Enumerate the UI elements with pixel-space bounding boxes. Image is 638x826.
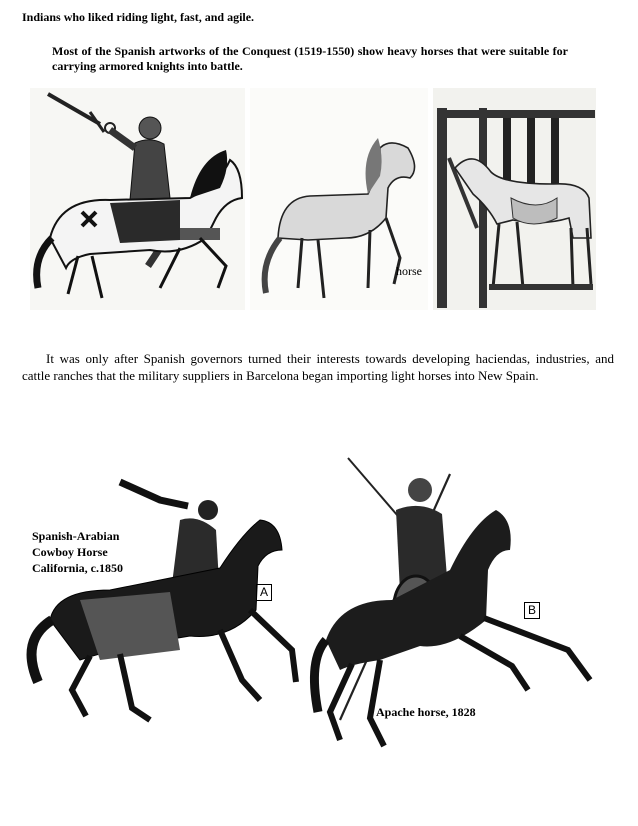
horse-caption-label: horse bbox=[396, 264, 422, 278]
figure-a-caption bbox=[32, 528, 123, 576]
figure-b-letter: B bbox=[524, 602, 540, 619]
horse-sling-image bbox=[433, 88, 596, 310]
riders-illustration bbox=[20, 450, 618, 770]
figure-a-letter: A bbox=[256, 584, 272, 601]
figure-a-caption-line-3: California, c.1850 bbox=[32, 561, 123, 575]
figure-a-caption-line-2: Cowboy Horse bbox=[32, 545, 108, 559]
conquest-artworks-strip bbox=[30, 88, 596, 310]
figure-a-cowboy-horse bbox=[20, 450, 320, 750]
figure-a-caption-line-1: Spanish-Arabian bbox=[32, 529, 120, 543]
horse-sketch-image bbox=[250, 88, 428, 310]
figure-b-caption: Apache horse, 1828 bbox=[376, 705, 476, 719]
body-paragraph: It was only after Spanish governors turned their interests towards developing haciendas, industries, and cattle ranches that the military suppliers in Barcelona began importing light horses into New Spain. bbox=[22, 351, 614, 383]
knight-on-horse-image bbox=[30, 88, 245, 310]
intro-paragraph: Most of the Spanish artworks of the Conquest (1519-1550) show heavy horses that were suitable for carrying armored knights into battle. bbox=[52, 44, 568, 73]
header-text: Indians who liked riding light, fast, and agile. bbox=[22, 10, 255, 24]
